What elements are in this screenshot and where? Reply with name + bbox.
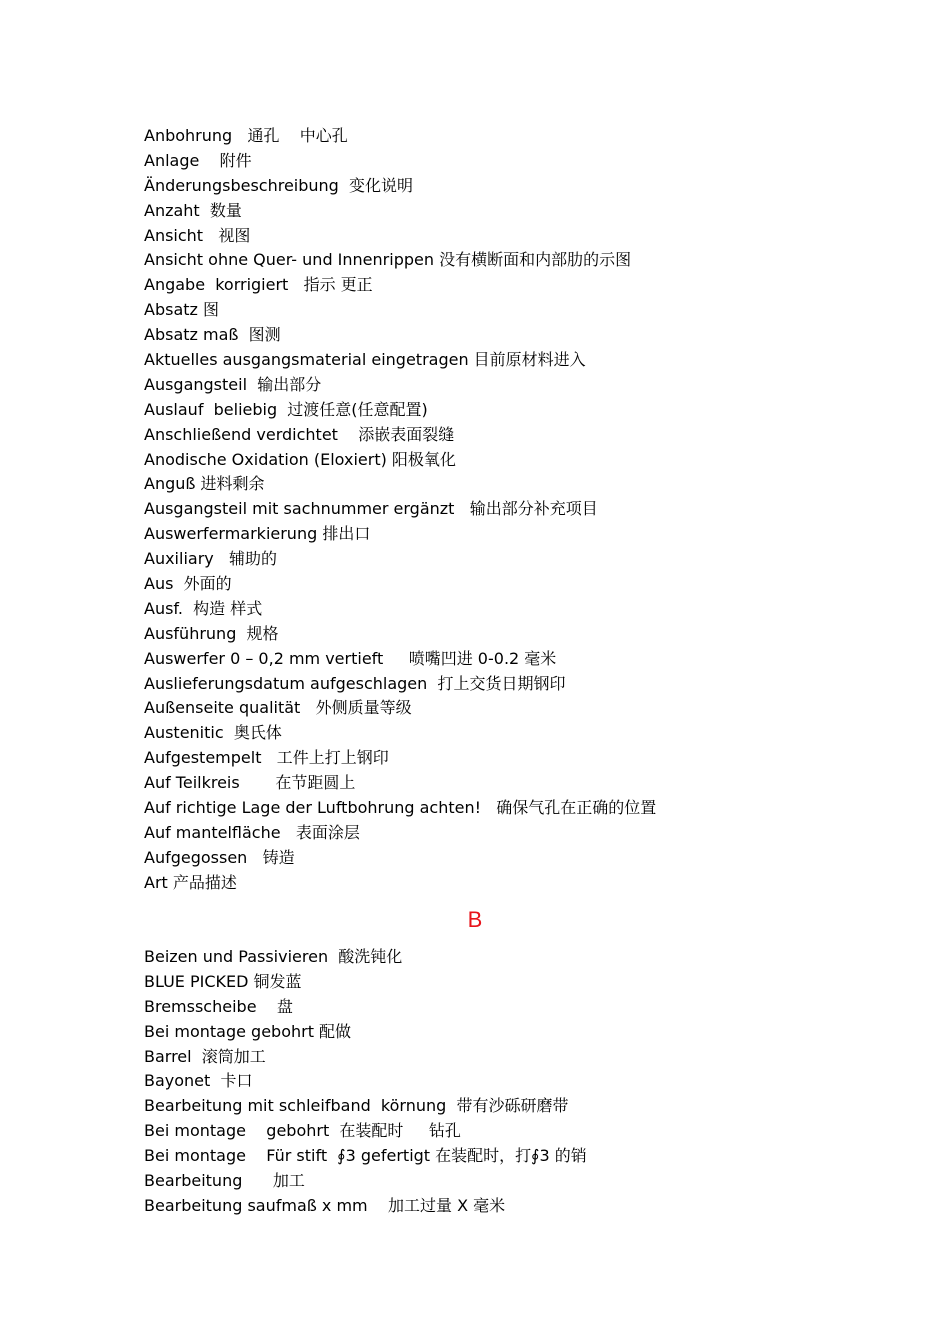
glossary-entry: Ausführung 规格 xyxy=(144,623,279,643)
glossary-entry: Auslieferungsdatum aufgeschlagen 打上交货日期钢印 xyxy=(144,673,566,693)
glossary-entry: Beizen und Passivieren 酸洗钝化 xyxy=(144,947,403,966)
glossary-entry: Anbohrung 通孔 中心孔 xyxy=(144,126,348,145)
glossary-entry: Bearbeitung saufmaß x mm 加工过量 X 毫米 xyxy=(144,1195,506,1215)
glossary-entry: Bearbeitung mit schleifband körnung 带有沙砾研磨带 xyxy=(144,1096,569,1116)
glossary-entry: Ausgangsteil 输出部分 xyxy=(144,374,322,394)
glossary-entry: Anguß 进料剩余 xyxy=(144,474,265,494)
glossary-entry: Barrel 滚筒加工 xyxy=(144,1046,266,1066)
glossary-entry: Aus 外面的 xyxy=(144,574,232,594)
glossary-entry: Aufgegossen 铸造 xyxy=(144,847,295,867)
section-a-glossary xyxy=(144,124,864,896)
glossary-entry: Anodische Oxidation (Eloxiert) 阳极氧化 xyxy=(144,449,456,469)
glossary-entry: Änderungsbeschreibung 变化说明 xyxy=(144,175,413,195)
glossary-entry: Anzaht 数量 xyxy=(144,200,242,220)
glossary-entry: Bei montage gebohrt 配做 xyxy=(144,1021,352,1041)
glossary-entry: Auslauf beliebig 过渡任意(任意配置) xyxy=(144,399,428,419)
section-heading-b: B xyxy=(467,907,483,932)
glossary-entry: Ansicht 视图 xyxy=(144,225,251,245)
glossary-entry: Bayonet 卡口 xyxy=(144,1071,253,1091)
glossary-entry: BLUE PICKED 铜发蓝 xyxy=(144,971,302,991)
glossary-entry: Ansicht ohne Quer- und Innenrippen 没有横断面和内部肋的示图 xyxy=(144,250,632,270)
glossary-entry: Anlage 附件 xyxy=(144,150,252,170)
glossary-entry: Absatz 图 xyxy=(144,300,220,320)
glossary-entry: Austenitic 奥氏体 xyxy=(144,723,282,743)
glossary-entry: Bei montage Für stift ∮3 gefertigt 在装配时，打∮3 的销 xyxy=(144,1146,587,1166)
section-b-glossary xyxy=(144,945,864,1219)
glossary-entry: Bearbeitung 加工 xyxy=(144,1171,305,1191)
glossary-entry: Anschließend verdichtet 添嵌表面裂缝 xyxy=(144,424,455,444)
glossary-entry: Auf richtige Lage der Luftbohrung achten! 确保气孔在正确的位置 xyxy=(144,798,657,818)
glossary-entry: Angabe korrigiert 指示 更正 xyxy=(144,275,373,295)
glossary-entry: Art 产品描述 xyxy=(144,872,237,892)
glossary-entry: Auxiliary 辅助的 xyxy=(144,549,278,569)
glossary-entry: Auswerfer 0 – 0,2 mm vertieft 喷嘴凹进 0-0.2 毫米 xyxy=(144,648,557,668)
glossary-entry: Ausf. 构造 样式 xyxy=(144,598,263,618)
glossary-entry: Ausgangsteil mit sachnummer ergänzt 输出部分补充项目 xyxy=(144,499,598,519)
glossary-entry: Außenseite qualität 外侧质量等级 xyxy=(144,698,412,718)
glossary-entry: Aktuelles ausgangsmaterial eingetragen 目前原材料进入 xyxy=(144,350,586,370)
glossary-entry: Auf mantelfläche 表面涂层 xyxy=(144,822,360,842)
glossary-entry: Absatz maß 图测 xyxy=(144,325,281,345)
glossary-entry: Auf Teilkreis 在节距圆上 xyxy=(144,773,356,793)
glossary-entry: Auswerfermarkierung 排出口 xyxy=(144,524,371,544)
glossary-entry: Aufgestempelt 工件上打上钢印 xyxy=(144,748,389,768)
glossary-entry: Bremsscheibe 盘 xyxy=(144,996,293,1016)
glossary-entry: Bei montage gebohrt 在装配时 钻孔 xyxy=(144,1121,461,1141)
